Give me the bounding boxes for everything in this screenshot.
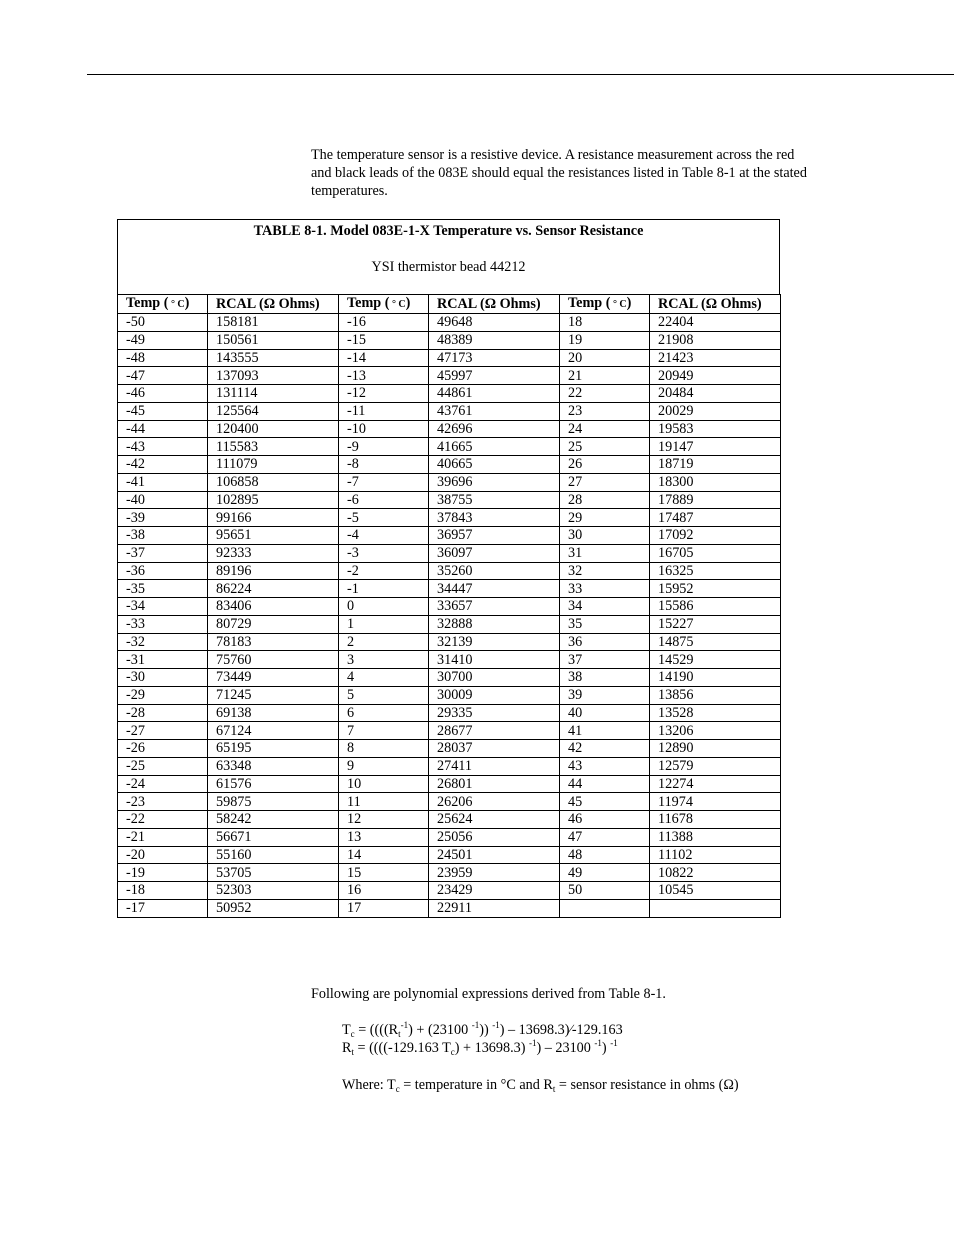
rcal-cell: 12274 — [650, 775, 781, 793]
temp-cell: 0 — [339, 598, 429, 616]
rcal-cell: 158181 — [208, 314, 339, 332]
rcal-cell: 18300 — [650, 473, 781, 491]
temp-cell: -19 — [118, 864, 208, 882]
rcal-cell: 44861 — [429, 385, 560, 403]
rcal-cell: 17487 — [650, 509, 781, 527]
table-row — [118, 722, 781, 740]
temp-cell: -31 — [118, 651, 208, 669]
temp-cell: 37 — [560, 651, 650, 669]
intro-paragraph: The temperature sensor is a resistive device. A resistance measurement across the red and black leads of the 083E should equal the resistances listed in Table 8-1 at the stated temperatures. — [311, 147, 807, 199]
rcal-cell: 26801 — [429, 775, 560, 793]
temp-cell: -9 — [339, 438, 429, 456]
rcal-cell: 36097 — [429, 544, 560, 562]
rcal-cell: 14190 — [650, 669, 781, 687]
rcal-cell: 50952 — [208, 899, 339, 917]
rcal-cell: 52303 — [208, 882, 339, 900]
temp-cell: 48 — [560, 846, 650, 864]
temp-cell: -43 — [118, 438, 208, 456]
rcal-cell: 36957 — [429, 527, 560, 545]
table-row — [118, 882, 781, 900]
temp-cell: 33 — [560, 580, 650, 598]
table-row — [118, 562, 781, 580]
rcal-cell: 16325 — [650, 562, 781, 580]
temp-cell: 46 — [560, 811, 650, 829]
rcal-cell: 41665 — [429, 438, 560, 456]
rcal-cell: 69138 — [208, 704, 339, 722]
rcal-cell: 22404 — [650, 314, 781, 332]
temp-cell: -39 — [118, 509, 208, 527]
temp-cell: -29 — [118, 686, 208, 704]
temp-cell: -22 — [118, 811, 208, 829]
rcal-cell: 59875 — [208, 793, 339, 811]
rcal-cell: 53705 — [208, 864, 339, 882]
rcal-cell: 58242 — [208, 811, 339, 829]
temp-cell: 6 — [339, 704, 429, 722]
temp-cell: 35 — [560, 615, 650, 633]
temp-cell: -5 — [339, 509, 429, 527]
temp-cell: 15 — [339, 864, 429, 882]
temp-cell: -44 — [118, 420, 208, 438]
temp-cell: -27 — [118, 722, 208, 740]
rcal-cell: 111079 — [208, 456, 339, 474]
rcal-cell: 19583 — [650, 420, 781, 438]
rcal-cell: 55160 — [208, 846, 339, 864]
temp-cell: -28 — [118, 704, 208, 722]
temp-cell: -49 — [118, 331, 208, 349]
rcal-cell: 12579 — [650, 757, 781, 775]
temp-cell: 24 — [560, 420, 650, 438]
temp-cell: -14 — [339, 349, 429, 367]
rcal-cell: 21908 — [650, 331, 781, 349]
rcal-cell: 15952 — [650, 580, 781, 598]
temp-cell: 13 — [339, 828, 429, 846]
temp-cell: -25 — [118, 757, 208, 775]
temp-cell: 29 — [560, 509, 650, 527]
rcal-cell: 26206 — [429, 793, 560, 811]
rcal-cell: 39696 — [429, 473, 560, 491]
rcal-cell: 23959 — [429, 864, 560, 882]
table-row — [118, 793, 781, 811]
rcal-cell: 92333 — [208, 544, 339, 562]
rcal-cell: 13856 — [650, 686, 781, 704]
temp-cell: 4 — [339, 669, 429, 687]
temp-cell: 20 — [560, 349, 650, 367]
rcal-cell: 21423 — [650, 349, 781, 367]
rcal-cell: 71245 — [208, 686, 339, 704]
temp-cell: -26 — [118, 740, 208, 758]
resistance-table — [117, 294, 781, 918]
temp-cell: 30 — [560, 527, 650, 545]
table-row — [118, 704, 781, 722]
rcal-cell: 14529 — [650, 651, 781, 669]
temp-cell: 3 — [339, 651, 429, 669]
table-row — [118, 456, 781, 474]
temp-cell: -12 — [339, 385, 429, 403]
rcal-cell: 78183 — [208, 633, 339, 651]
temp-cell: -23 — [118, 793, 208, 811]
rcal-cell: 23429 — [429, 882, 560, 900]
table-row — [118, 651, 781, 669]
rcal-cell: 47173 — [429, 349, 560, 367]
temp-cell: -2 — [339, 562, 429, 580]
rcal-cell: 29335 — [429, 704, 560, 722]
rcal-cell: 43761 — [429, 402, 560, 420]
rcal-cell — [650, 899, 781, 917]
rcal-cell: 17092 — [650, 527, 781, 545]
temp-cell: -46 — [118, 385, 208, 403]
rcal-cell: 11102 — [650, 846, 781, 864]
temp-cell: -24 — [118, 775, 208, 793]
rcal-cell: 32139 — [429, 633, 560, 651]
temp-cell: 10 — [339, 775, 429, 793]
rcal-cell: 10822 — [650, 864, 781, 882]
table-subtitle: YSI thermistor bead 44212 — [371, 259, 526, 275]
temp-cell: -41 — [118, 473, 208, 491]
temp-cell: -37 — [118, 544, 208, 562]
table-header-row — [118, 295, 781, 314]
temp-cell: -45 — [118, 402, 208, 420]
temp-cell: -1 — [339, 580, 429, 598]
temp-cell: 43 — [560, 757, 650, 775]
header-rule — [87, 74, 954, 75]
rcal-cell: 67124 — [208, 722, 339, 740]
table-row — [118, 580, 781, 598]
temp-cell: 17 — [339, 899, 429, 917]
temp-cell: -3 — [339, 544, 429, 562]
rcal-cell: 86224 — [208, 580, 339, 598]
temp-cell: -48 — [118, 349, 208, 367]
rcal-cell: 13528 — [650, 704, 781, 722]
temp-cell: 38 — [560, 669, 650, 687]
rcal-cell: 89196 — [208, 562, 339, 580]
temp-cell: 40 — [560, 704, 650, 722]
temp-header: Temp ( ° C) — [339, 295, 429, 314]
rcal-cell: 34447 — [429, 580, 560, 598]
table-row — [118, 402, 781, 420]
rcal-cell: 25624 — [429, 811, 560, 829]
temp-cell: 32 — [560, 562, 650, 580]
where-definition: Where: $T_c$ = temperature in °C and $R_t$ = sensor resistance in ohms (Ω) — [342, 1077, 739, 1094]
rcal-cell: 11678 — [650, 811, 781, 829]
temp-cell: -35 — [118, 580, 208, 598]
rcal-cell: 143555 — [208, 349, 339, 367]
temp-cell: 45 — [560, 793, 650, 811]
rcal-cell: 45997 — [429, 367, 560, 385]
temp-cell: 44 — [560, 775, 650, 793]
temp-cell: 9 — [339, 757, 429, 775]
rcal-cell: 31410 — [429, 651, 560, 669]
temp-cell: -13 — [339, 367, 429, 385]
rcal-cell: 35260 — [429, 562, 560, 580]
table-title: TABLE 8-1. Model 083E-1-X Temperature vs. Sensor Resistance — [253, 223, 644, 239]
temp-cell: -42 — [118, 456, 208, 474]
rcal-cell: 102895 — [208, 491, 339, 509]
temp-cell: -17 — [118, 899, 208, 917]
table-row — [118, 615, 781, 633]
rcal-cell: 137093 — [208, 367, 339, 385]
rcal-cell: 30009 — [429, 686, 560, 704]
rcal-cell: 49648 — [429, 314, 560, 332]
rcal-cell: 11974 — [650, 793, 781, 811]
table-row — [118, 420, 781, 438]
rcal-cell: 56671 — [208, 828, 339, 846]
temp-cell: 16 — [339, 882, 429, 900]
temp-cell: 27 — [560, 473, 650, 491]
rcal-cell: 80729 — [208, 615, 339, 633]
rcal-cell: 48389 — [429, 331, 560, 349]
temp-cell: -20 — [118, 846, 208, 864]
rcal-cell: 16705 — [650, 544, 781, 562]
table-row — [118, 314, 781, 332]
temp-cell: 1 — [339, 615, 429, 633]
rcal-cell: 19147 — [650, 438, 781, 456]
temp-cell: -47 — [118, 367, 208, 385]
rcal-cell: 38755 — [429, 491, 560, 509]
temp-cell: -11 — [339, 402, 429, 420]
temp-cell: 26 — [560, 456, 650, 474]
rcal-cell: 15586 — [650, 598, 781, 616]
rcal-cell: 20949 — [650, 367, 781, 385]
temp-header: Temp ( ° C) — [560, 295, 650, 314]
table-row — [118, 669, 781, 687]
rcal-cell: 125564 — [208, 402, 339, 420]
rcal-cell: 25056 — [429, 828, 560, 846]
temp-header: Temp ( ° C) — [118, 295, 208, 314]
rcal-cell: 83406 — [208, 598, 339, 616]
temp-cell: 2 — [339, 633, 429, 651]
temp-cell: -50 — [118, 314, 208, 332]
rcal-cell: 24501 — [429, 846, 560, 864]
temp-cell: 18 — [560, 314, 650, 332]
temp-cell: 39 — [560, 686, 650, 704]
table-body — [118, 314, 781, 918]
temp-cell: -15 — [339, 331, 429, 349]
rcal-cell: 120400 — [208, 420, 339, 438]
rcal-cell: 32888 — [429, 615, 560, 633]
rcal-cell: 28037 — [429, 740, 560, 758]
temp-cell: 14 — [339, 846, 429, 864]
rcal-cell: 42696 — [429, 420, 560, 438]
rcal-cell: 17889 — [650, 491, 781, 509]
rcal-cell: 40665 — [429, 456, 560, 474]
table-row — [118, 740, 781, 758]
rcal-cell: 75760 — [208, 651, 339, 669]
rcal-cell: 27411 — [429, 757, 560, 775]
table-row — [118, 775, 781, 793]
rcal-cell: 20484 — [650, 385, 781, 403]
temp-cell: -34 — [118, 598, 208, 616]
temp-cell: -32 — [118, 633, 208, 651]
rcal-header: RCAL (Ω Ohms) — [208, 295, 339, 314]
table-row — [118, 598, 781, 616]
rcal-cell: 30700 — [429, 669, 560, 687]
temp-cell: -18 — [118, 882, 208, 900]
temp-cell: 41 — [560, 722, 650, 740]
rcal-cell: 61576 — [208, 775, 339, 793]
rcal-cell: 63348 — [208, 757, 339, 775]
table-row — [118, 473, 781, 491]
rcal-cell: 13206 — [650, 722, 781, 740]
rcal-cell: 12890 — [650, 740, 781, 758]
table-row — [118, 438, 781, 456]
temp-cell: 47 — [560, 828, 650, 846]
temp-cell: -38 — [118, 527, 208, 545]
temp-cell: 23 — [560, 402, 650, 420]
table-row — [118, 349, 781, 367]
temp-cell: -4 — [339, 527, 429, 545]
rcal-cell: 28677 — [429, 722, 560, 740]
temp-cell: -10 — [339, 420, 429, 438]
temp-cell: 22 — [560, 385, 650, 403]
rcal-cell: 150561 — [208, 331, 339, 349]
rcal-cell: 37843 — [429, 509, 560, 527]
temp-cell: 34 — [560, 598, 650, 616]
temp-cell: -21 — [118, 828, 208, 846]
rcal-cell: 106858 — [208, 473, 339, 491]
table-row — [118, 864, 781, 882]
rcal-cell: 99166 — [208, 509, 339, 527]
rcal-cell: 22911 — [429, 899, 560, 917]
rcal-cell: 73449 — [208, 669, 339, 687]
polynomial-intro: Following are polynomial expressions derived from Table 8-1. — [311, 986, 666, 1002]
rcal-cell: 115583 — [208, 438, 339, 456]
rcal-cell: 95651 — [208, 527, 339, 545]
temp-cell: 50 — [560, 882, 650, 900]
table-row — [118, 633, 781, 651]
temp-cell: 7 — [339, 722, 429, 740]
table-row — [118, 509, 781, 527]
table-row — [118, 385, 781, 403]
temp-cell: 11 — [339, 793, 429, 811]
equation-resistance: $R_t = ((((-129.163$ $T_c) + 13698.3$) $^{-1}$) – 23100 $^{-1}$) $^{-1}$ — [342, 1038, 618, 1057]
table-row — [118, 899, 781, 917]
temp-cell: -33 — [118, 615, 208, 633]
temp-cell: 31 — [560, 544, 650, 562]
table-row — [118, 491, 781, 509]
temp-cell — [560, 899, 650, 917]
temp-cell: -30 — [118, 669, 208, 687]
table-caption-box — [117, 219, 780, 295]
rcal-cell: 10545 — [650, 882, 781, 900]
rcal-cell: 20029 — [650, 402, 781, 420]
temp-cell: 12 — [339, 811, 429, 829]
table-row — [118, 811, 781, 829]
table-row — [118, 828, 781, 846]
temp-cell: 42 — [560, 740, 650, 758]
rcal-cell: 15227 — [650, 615, 781, 633]
temp-cell: 28 — [560, 491, 650, 509]
table-row — [118, 367, 781, 385]
rcal-header: RCAL (Ω Ohms) — [429, 295, 560, 314]
table-row — [118, 544, 781, 562]
temp-cell: -40 — [118, 491, 208, 509]
temp-cell: 25 — [560, 438, 650, 456]
equation-temperature: $T_c = ((((R_t^{-1}) + (23100$ $^{-1}$)) $^{-1}$) – 13698.3)∕-129.163 — [342, 1020, 623, 1039]
table-row — [118, 686, 781, 704]
temp-cell: 36 — [560, 633, 650, 651]
rcal-cell: 14875 — [650, 633, 781, 651]
table-row — [118, 846, 781, 864]
temp-cell: 5 — [339, 686, 429, 704]
rcal-cell: 33657 — [429, 598, 560, 616]
temp-cell: 21 — [560, 367, 650, 385]
temp-cell: 8 — [339, 740, 429, 758]
temp-cell: -16 — [339, 314, 429, 332]
temp-cell: -8 — [339, 456, 429, 474]
table-row — [118, 331, 781, 349]
table-row — [118, 527, 781, 545]
temp-cell: -6 — [339, 491, 429, 509]
rcal-cell: 11388 — [650, 828, 781, 846]
temp-cell: 49 — [560, 864, 650, 882]
temp-cell: -36 — [118, 562, 208, 580]
rcal-cell: 65195 — [208, 740, 339, 758]
temp-cell: 19 — [560, 331, 650, 349]
table-row — [118, 757, 781, 775]
rcal-cell: 18719 — [650, 456, 781, 474]
rcal-cell: 131114 — [208, 385, 339, 403]
rcal-header: RCAL (Ω Ohms) — [650, 295, 781, 314]
temp-cell: -7 — [339, 473, 429, 491]
